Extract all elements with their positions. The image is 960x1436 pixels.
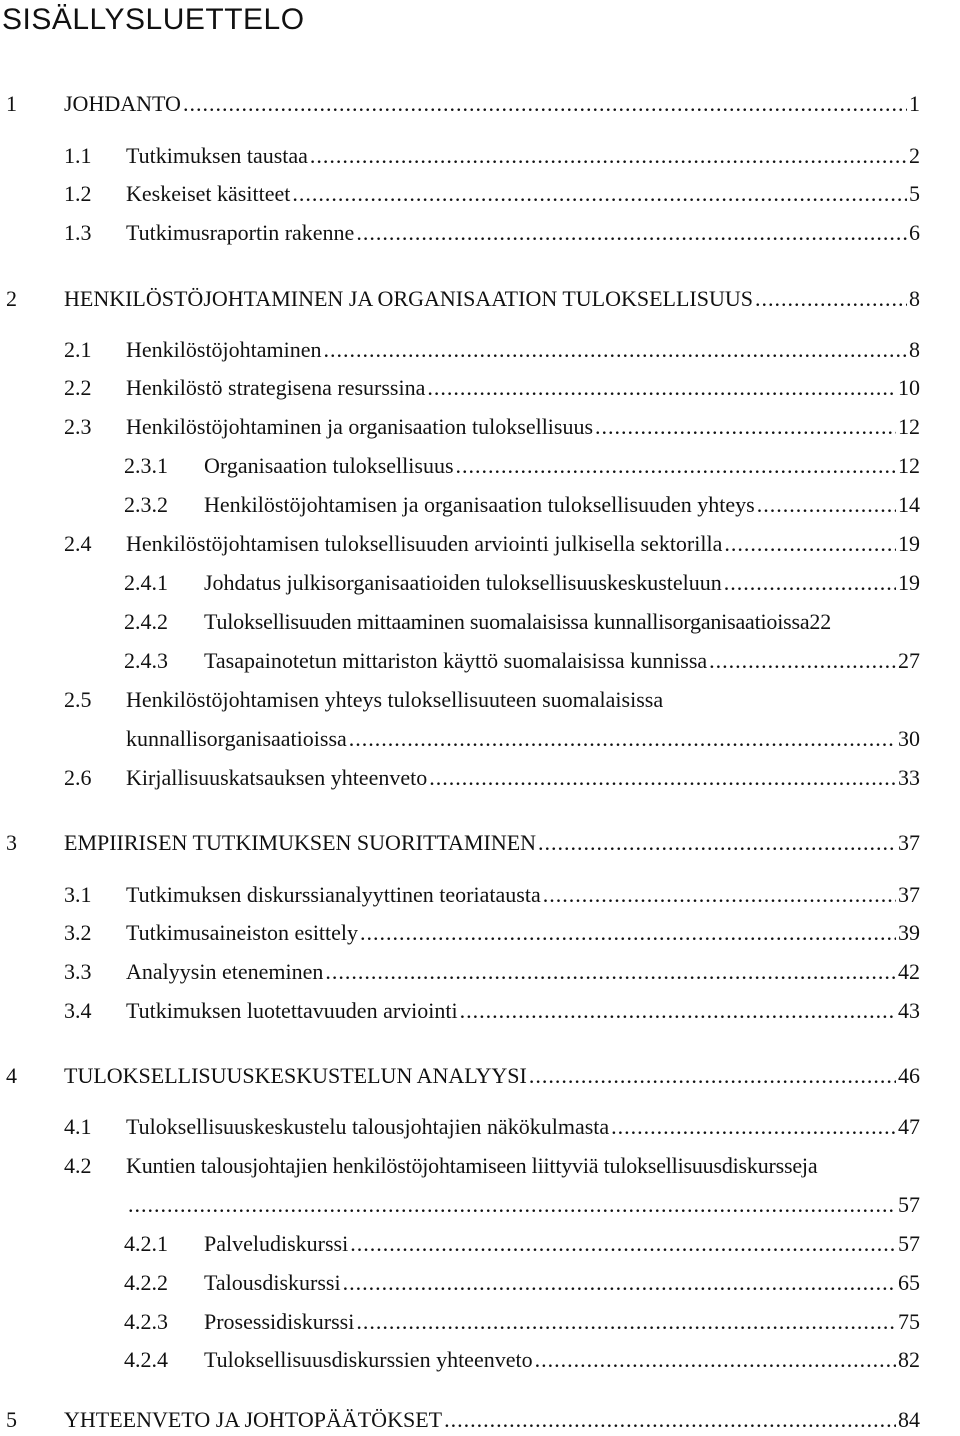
toc-entry-page: 84 xyxy=(898,1407,920,1432)
toc-entry-page: 2 xyxy=(909,143,920,168)
dot-leader xyxy=(543,880,896,910)
toc-entry-label: Tutkimuksen taustaa xyxy=(126,143,308,168)
dot-leader xyxy=(350,1229,896,1259)
toc-entry-page: 14 xyxy=(898,492,920,517)
toc-entry[interactable] xyxy=(64,918,920,948)
toc-entry-page: 75 xyxy=(898,1309,920,1334)
toc-entry-page: 30 xyxy=(898,726,920,751)
toc-entry-label: Henkilöstöjohtaminen xyxy=(126,337,322,362)
toc-entry-label: Tutkimusaineiston esittely xyxy=(126,920,359,945)
dot-leader xyxy=(349,724,896,754)
dot-leader xyxy=(755,284,907,314)
toc-entry-label: Tutkimuksen luotettavuuden arviointi xyxy=(126,998,458,1023)
dot-leader xyxy=(343,1268,896,1298)
toc-entry-number: 3.4 xyxy=(64,998,92,1023)
dot-leader xyxy=(535,1345,896,1375)
toc-entry-continuation[interactable] xyxy=(64,1190,920,1220)
toc-entry[interactable] xyxy=(64,179,920,209)
toc-entry[interactable] xyxy=(124,451,920,481)
toc-entry[interactable] xyxy=(6,89,920,119)
toc-entry-page: 46 xyxy=(898,1063,920,1088)
toc-entry-number: 4.1 xyxy=(64,1114,92,1139)
toc-entry-page: 82 xyxy=(898,1347,920,1372)
toc-entry-page: 57 xyxy=(898,1231,920,1256)
dot-leader xyxy=(429,763,896,793)
dot-leader xyxy=(292,179,907,209)
dot-leader xyxy=(427,373,896,403)
toc-entry-page: 12 xyxy=(898,453,920,478)
toc-entry-number: 5 xyxy=(6,1407,17,1432)
toc-entry-number: 2.3.1 xyxy=(124,453,168,478)
toc-entry-number: 4.2 xyxy=(64,1153,92,1178)
toc-entry[interactable] xyxy=(124,490,920,520)
toc-entry-number: 2.4 xyxy=(64,531,92,556)
toc-entry-label: Kirjallisuuskatsauksen yhteenveto xyxy=(126,765,428,790)
toc-entry-page: 1 xyxy=(909,91,920,116)
dot-leader xyxy=(724,529,896,559)
toc-entry-label: HENKILÖSTÖJOHTAMINEN JA ORGANISAATION TULOKSELLISUUS xyxy=(64,286,753,311)
dot-leader xyxy=(356,218,907,248)
toc-entry-page: 42 xyxy=(898,959,920,984)
dot-leader xyxy=(595,412,896,442)
toc-entry[interactable] xyxy=(64,529,920,559)
toc-entry[interactable] xyxy=(124,1345,920,1375)
toc-entry-page: 27 xyxy=(898,648,920,673)
toc-entry[interactable] xyxy=(6,284,920,314)
toc-entry-number: 2.4.2 xyxy=(124,609,168,634)
toc-entry-label: Henkilöstöjohtamisen ja organisaation tuloksellisuuden yhteys xyxy=(204,492,755,517)
toc-entry-page: 10 xyxy=(898,375,920,400)
toc-entry-number: 2.4.3 xyxy=(124,648,168,673)
toc-entry-label: Henkilöstöjohtaminen ja organisaation tuloksellisuus xyxy=(126,414,594,439)
toc-entry[interactable] xyxy=(124,1229,920,1259)
toc-entry-label: kunnallisorganisaatioissa xyxy=(126,726,347,751)
toc-entry-page: 8 xyxy=(909,337,920,362)
toc-entry-label: Tuloksellisuuden mittaaminen suomalaisissa kunnallisorganisaatioissa22 xyxy=(204,609,832,634)
toc-entry-label: Tutkimuksen diskurssianalyyttinen teoriatausta xyxy=(126,882,541,907)
toc-entry[interactable] xyxy=(64,335,920,365)
toc-entry-number: 3.3 xyxy=(64,959,92,984)
toc-entry[interactable] xyxy=(64,373,920,403)
dot-leader xyxy=(325,957,896,987)
toc-entry-label: Analyysin eteneminen xyxy=(126,959,324,984)
toc-entry-label: Tuloksellisuuskeskustelu talousjohtajien näkökulmasta xyxy=(126,1114,610,1139)
dot-leader xyxy=(183,89,907,119)
toc-entry[interactable] xyxy=(124,1307,920,1337)
toc-entry-label: JOHDANTO xyxy=(64,91,181,116)
dot-leader xyxy=(529,1061,896,1091)
toc-entry-label: Tuloksellisuusdiskurssien yhteenveto xyxy=(204,1347,533,1372)
toc-entry-page: 37 xyxy=(898,882,920,907)
toc-entry-number: 2.6 xyxy=(64,765,92,790)
toc-entry-number: 2.1 xyxy=(64,337,92,362)
toc-entry-number: 3.2 xyxy=(64,920,92,945)
toc-entry[interactable] xyxy=(6,1061,920,1091)
toc-entry[interactable] xyxy=(64,141,920,171)
toc-entry-number: 3.1 xyxy=(64,882,92,907)
dot-leader xyxy=(724,568,896,598)
toc-entry[interactable] xyxy=(64,996,920,1026)
dot-leader xyxy=(360,918,896,948)
toc-entry-number: 1.1 xyxy=(64,143,92,168)
dot-leader xyxy=(324,335,907,365)
toc-entry-page: 6 xyxy=(909,220,920,245)
toc-entry-label: Talousdiskurssi xyxy=(204,1270,341,1295)
toc-entry-page: 65 xyxy=(898,1270,920,1295)
toc-entry-label: Prosessidiskurssi xyxy=(204,1309,355,1334)
toc-entry-label: EMPIIRISEN TUTKIMUKSEN SUORITTAMINEN xyxy=(64,830,537,855)
toc-entry[interactable] xyxy=(124,1268,920,1298)
toc-entry-page: 43 xyxy=(898,998,920,1023)
toc-entry[interactable] xyxy=(64,763,920,793)
toc-entry-number: 3 xyxy=(6,830,17,855)
toc-entry-number: 4.2.4 xyxy=(124,1347,168,1372)
page-title: SISÄLLYSLUETTELO xyxy=(2,3,305,36)
dot-leader xyxy=(538,828,896,858)
dot-leader xyxy=(356,1307,896,1337)
toc-entry-page: 12 xyxy=(898,414,920,439)
dot-leader xyxy=(757,490,896,520)
toc-entry-number: 2.3 xyxy=(64,414,92,439)
toc-entry-page: 37 xyxy=(898,830,920,855)
toc-entry[interactable] xyxy=(124,607,960,637)
toc-entry-page: 47 xyxy=(898,1114,920,1139)
toc-entry-continuation[interactable] xyxy=(64,724,920,754)
toc-entry[interactable] xyxy=(64,1112,920,1142)
toc-entry[interactable] xyxy=(64,218,920,248)
toc-entry[interactable] xyxy=(6,1405,920,1435)
toc-entry-label: Henkilöstöjohtamisen yhteys tuloksellisuuteen suomalaisissa xyxy=(126,687,664,712)
dot-leader xyxy=(460,996,896,1026)
toc-entry[interactable] xyxy=(64,957,920,987)
toc-entry-number: 1.3 xyxy=(64,220,92,245)
toc-entry-label: Palveludiskurssi xyxy=(204,1231,349,1256)
toc-entry[interactable] xyxy=(64,880,920,910)
toc-entry-page: 33 xyxy=(898,765,920,790)
toc-entry-label: Henkilöstö strategisena resurssina xyxy=(126,375,426,400)
toc-entry-page: 19 xyxy=(898,570,920,595)
toc-entry-number: 4.2.3 xyxy=(124,1309,168,1334)
toc-entry-label: Organisaation tuloksellisuus xyxy=(204,453,454,478)
toc-entry-number: 2.3.2 xyxy=(124,492,168,517)
toc-entry-number: 1.2 xyxy=(64,181,92,206)
toc-entry-number: 2.2 xyxy=(64,375,92,400)
toc-entry[interactable] xyxy=(124,646,920,676)
toc-entry-number: 4 xyxy=(6,1063,17,1088)
toc-entry-label: TULOKSELLISUUSKESKUSTELUN ANALYYSI xyxy=(64,1063,527,1088)
toc-entry-page: 8 xyxy=(909,286,920,311)
toc-entry-label: Keskeiset käsitteet xyxy=(126,181,291,206)
toc-entry[interactable] xyxy=(64,685,920,715)
toc-entry-label: Kuntien talousjohtajien henkilöstöjohtamiseen liittyviä tuloksellisuusdiskursseja xyxy=(126,1153,818,1178)
dot-leader xyxy=(611,1112,896,1142)
dot-leader xyxy=(128,1190,896,1220)
toc-entry-label: Tasapainotetun mittariston käyttö suomalaisissa kunnissa xyxy=(204,648,708,673)
toc-entry[interactable] xyxy=(64,1151,960,1181)
toc-entry-number: 2.4.1 xyxy=(124,570,168,595)
toc-entry-number: 4.2.1 xyxy=(124,1231,168,1256)
toc-entry-label: Tutkimusraportin rakenne xyxy=(126,220,355,245)
toc-entry[interactable] xyxy=(64,412,920,442)
toc-entry-page: 5 xyxy=(909,181,920,206)
toc-entry-label: Henkilöstöjohtamisen tuloksellisuuden arviointi julkisella sektorilla xyxy=(126,531,723,556)
dot-leader xyxy=(310,141,907,171)
toc-entry-page: 39 xyxy=(898,920,920,945)
toc-entry-number: 2.5 xyxy=(64,687,92,712)
dot-leader xyxy=(444,1405,896,1435)
toc-entry-label: Johdatus julkisorganisaatioiden tuloksellisuuskeskusteluun xyxy=(204,570,722,595)
toc-entry-number: 1 xyxy=(6,91,17,116)
toc-entry-number: 4.2.2 xyxy=(124,1270,168,1295)
toc-entry-number: 2 xyxy=(6,286,17,311)
dot-leader xyxy=(456,451,896,481)
toc-entry[interactable] xyxy=(6,828,920,858)
toc-entry-label: YHTEENVETO JA JOHTOPÄÄTÖKSET xyxy=(64,1407,443,1432)
toc-entry-page: 19 xyxy=(898,531,920,556)
toc-entry[interactable] xyxy=(124,568,920,598)
dot-leader xyxy=(709,646,896,676)
toc-entry-page: 57 xyxy=(898,1192,920,1217)
